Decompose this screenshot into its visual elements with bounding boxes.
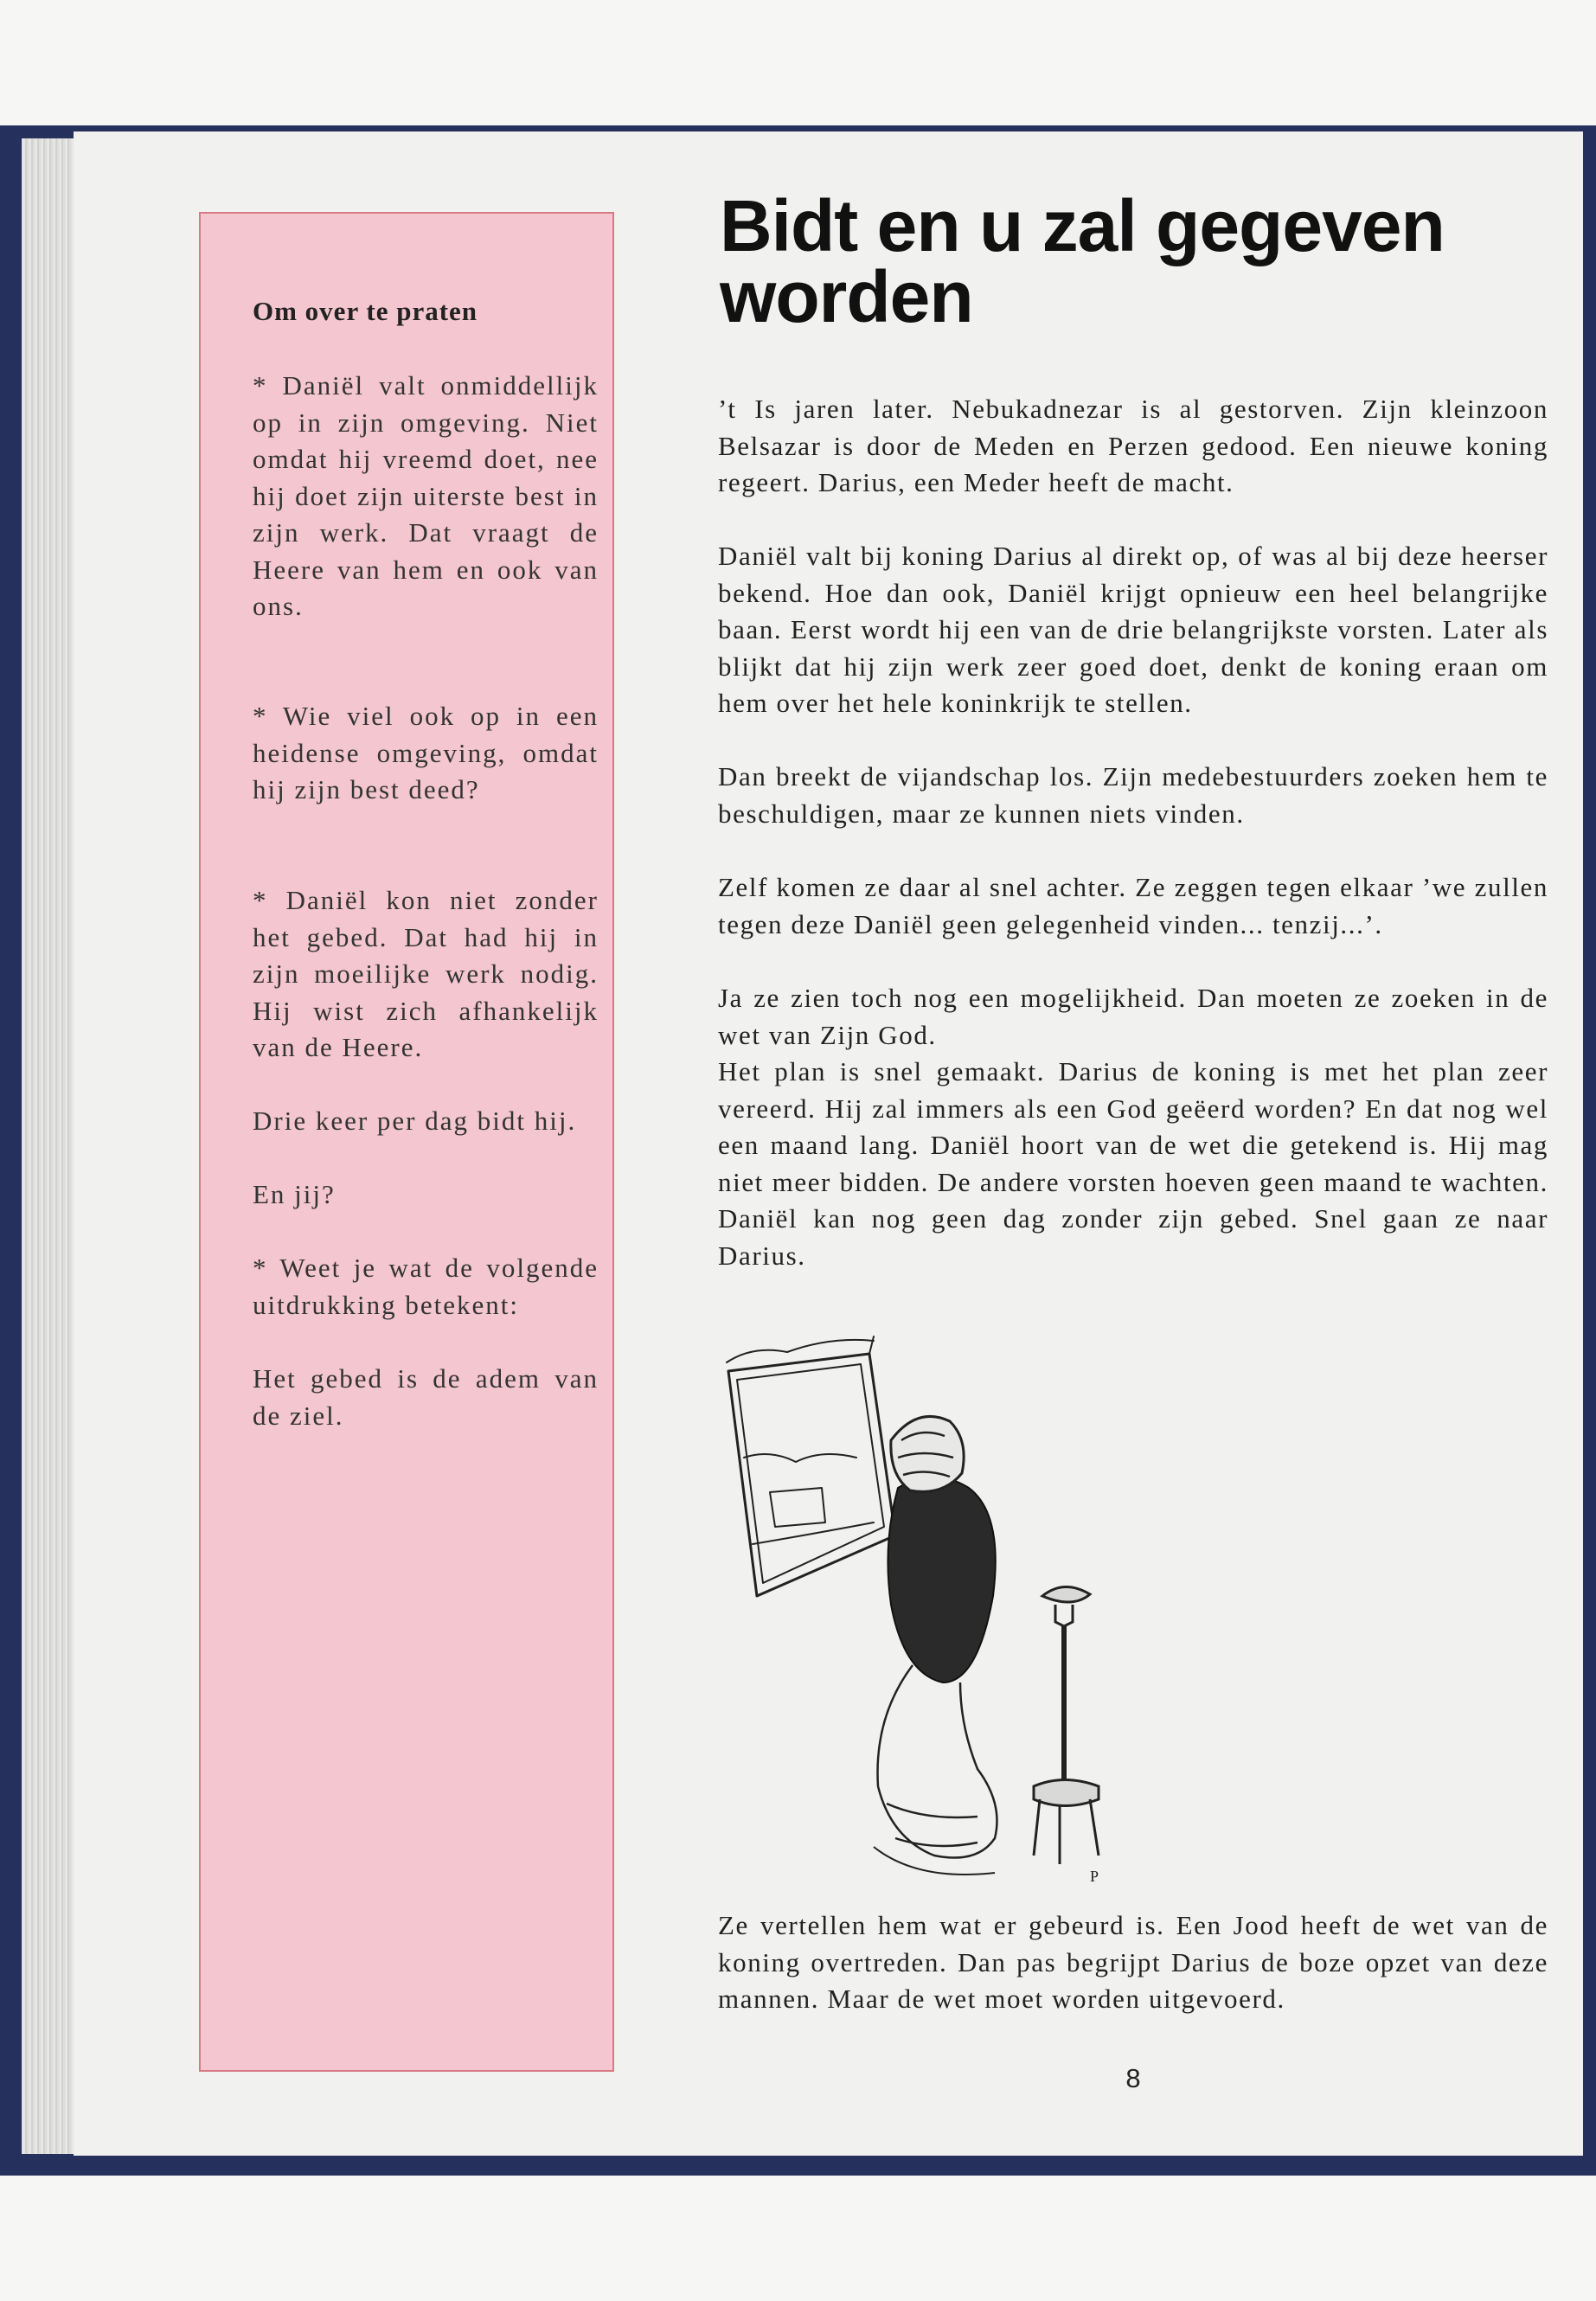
article-paragraph-4: Zelf komen ze daar al snel achter. Ze zeggen tegen elkaar ’we zullen tegen deze Daniël geen gelegenheid vinden... tenzij...’. xyxy=(718,872,1548,939)
article-paragraph-1: ’t Is jaren later. Nebukadnezar is al gestorven. Zijn kleinzoon Belsazar is door de Meden en Perzen gedood. Een nieuwe koning regeert. Darius, een Meder heeft de macht. xyxy=(718,394,1548,497)
sidebar-prayer-line: Drie keer per dag bidt hij. xyxy=(253,1106,577,1136)
scan-top-margin xyxy=(0,0,1596,125)
sidebar-question-3: * Daniël kon niet zonder het gebed. Dat had hij in zijn moeilijke werk nodig. Hij wist zich afhankelijk van de Heere. xyxy=(253,885,599,1062)
sidebar-question-2: * Wie viel ook op in een heidense omgeving, omdat hij zijn best deed? xyxy=(253,701,599,804)
article-paragraph-6: Het plan is snel gemaakt. Darius de koning is met het plan zeer vereerd. Hij zal immers als een God geëerd worden? En dat nog wel een maand lang. Daniël hoort van de wet die getekend is. Hij mag niet meer bidden. De andere vorsten hoeven geen maand te wachten. Daniël kan nog geen dag zonder zijn gebed. Snel gaan ze naar Darius. xyxy=(718,1056,1548,1271)
daniel-praying-illustration xyxy=(718,1319,1133,1890)
article-paragraph-2: Daniël valt bij koning Darius al direkt op, of was al bij deze heerser bekend. Hoe dan ook, Daniël krijgt opnieuw een heel belangrijke baan. Eerst wordt hij een van de drie belangrijkste vorsten. Later als blijkt dat hij zijn werk zeer goed doet, denkt de koning eraan om hem over het hele koninkrijk te stellen. xyxy=(718,541,1548,718)
illustration-signature: P xyxy=(1090,1868,1099,1885)
article-paragraph-5: Ja ze zien toch nog een mogelijkheid. Dan moeten ze zoeken in de wet van Zijn God. xyxy=(718,983,1548,1050)
sidebar-saying: Het gebed is de adem van de ziel. xyxy=(253,1363,599,1431)
scan-bottom-margin xyxy=(0,2176,1596,2301)
sidebar-question-1: * Daniël valt onmiddellijk op in zijn omgeving. Niet omdat hij vreemd doet, nee hij doet zijn uiterste best in zijn werk. Dat vraagt de Heere van hem en ook van ons. xyxy=(253,370,599,621)
discussion-sidebar xyxy=(199,212,614,2072)
article-headline: Bidt en u zal gegeven worden xyxy=(720,185,1445,337)
sidebar-question-4: * Weet je wat de volgende uitdrukking betekent: xyxy=(253,1253,599,1320)
article-paragraph-7: Ze vertellen hem wat er gebeurd is. Een Jood heeft de wet van de koning overtreden. Dan pas begrijpt Darius de boze opzet van deze mannen. Maar de wet moet worden uitgevoerd. xyxy=(718,1910,1548,2014)
article-paragraph-3: Dan breekt de vijandschap los. Zijn medebestuurders zoeken hem te beschuldigen, maar ze kunnen niets vinden. xyxy=(718,761,1548,829)
sidebar-title: Om over te praten xyxy=(253,296,478,326)
page-number: 8 xyxy=(1125,2063,1141,2093)
sidebar-and-you: En jij? xyxy=(253,1179,336,1209)
